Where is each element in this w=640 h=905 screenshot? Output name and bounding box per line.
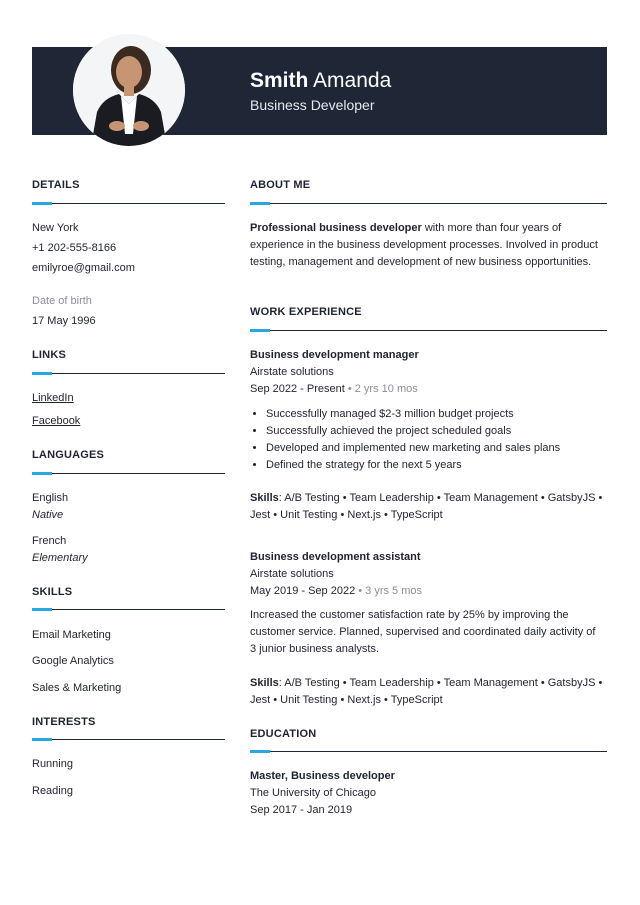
about-heading: ABOUT ME [250, 179, 311, 191]
details-rule [32, 203, 225, 204]
education-accent [250, 750, 270, 753]
job-dates [250, 585, 422, 597]
dob-label: Date of birth [32, 295, 92, 307]
link-linkedin[interactable]: LinkedIn [32, 392, 74, 404]
languages-accent [32, 472, 52, 475]
job-company: Airstate solutions [250, 568, 334, 580]
interests-rule [32, 739, 225, 740]
education-dates: Sep 2017 - Jan 2019 [250, 804, 353, 816]
job-bullet: • Developed and implemented new marketing and sales plans [266, 440, 611, 457]
job-role: Business development assistant [250, 551, 421, 563]
interest-item: Reading [32, 785, 73, 797]
job-bullet: • Successfully achieved the project scheduled goals [266, 423, 611, 440]
job-description: Increased the customer satisfaction rate by 25% by improving the customer service. Planned, supervised and coordinated daily activity of 3 junior business analysts. [250, 609, 596, 655]
details-heading: DETAILS [32, 179, 80, 191]
work-heading: WORK EXPERIENCE [250, 306, 362, 318]
language-level: Elementary [32, 552, 88, 564]
about-rest: with more than four years of experience in the business development processes. Involved in product testing, management and development of new business opportunities. [250, 222, 598, 268]
candidate-name [250, 69, 391, 93]
skills-label: Skills [250, 677, 279, 689]
skills-list: : A/B Testing • Team Leadership • Team Management • GatsbyJS • Jest • Unit Testing • Next.js • TypeScript [250, 492, 603, 521]
interests-accent [32, 738, 52, 741]
detail-email: emilyroe@gmail.com [32, 262, 135, 274]
job-company: Airstate solutions [250, 366, 334, 378]
links-rule [32, 373, 225, 374]
dob-value: 17 May 1996 [32, 315, 96, 327]
about-rule [250, 203, 607, 204]
job-skills [250, 490, 608, 524]
education-rule [250, 751, 607, 752]
skills-label: Skills [250, 492, 279, 504]
skills-list: : A/B Testing • Team Leadership • Team Management • GatsbyJS • Jest • Unit Testing • Next.js • TypeScript [250, 677, 603, 706]
job-duration: • 3 yrs 5 mos [355, 585, 422, 597]
skills-heading: SKILLS [32, 586, 73, 598]
link-facebook[interactable]: Facebook [32, 415, 81, 427]
skill-item: Google Analytics [32, 655, 114, 667]
about-accent [250, 202, 270, 205]
first-name: Smith [250, 69, 309, 92]
interests-heading: INTERESTS [32, 716, 96, 728]
about-lead: Professional business developer [250, 222, 422, 234]
job-dates [250, 383, 418, 395]
work-accent [250, 329, 270, 332]
skills-rule [32, 609, 225, 610]
skills-accent [32, 608, 52, 611]
skill-item: Sales & Marketing [32, 682, 122, 694]
job-bullet: • Defined the strategy for the next 5 years [266, 457, 611, 474]
language-level: Native [32, 509, 64, 521]
education-school: The University of Chicago [250, 787, 376, 799]
avatar [73, 34, 185, 146]
about-text [250, 220, 600, 271]
job-role: Business development manager [250, 349, 419, 361]
skill-item: Email Marketing [32, 629, 111, 641]
links-accent [32, 372, 52, 375]
detail-city: New York [32, 222, 79, 234]
language-name: English [32, 492, 69, 504]
work-rule [250, 330, 607, 331]
languages-heading: LANGUAGES [32, 449, 105, 461]
job-date-range: May 2019 - Sep 2022 [250, 585, 356, 597]
last-name: Amanda [313, 69, 392, 92]
details-accent [32, 202, 52, 205]
interest-item: Running [32, 758, 73, 770]
links-heading: LINKS [32, 349, 66, 361]
job-skills [250, 675, 608, 709]
education-degree: Master, Business developer [250, 770, 395, 782]
job-bullet: • Successfully managed $2-3 million budget projects [266, 406, 611, 423]
job-date-range: Sep 2022 - Present [250, 383, 345, 395]
education-heading: EDUCATION [250, 728, 317, 740]
languages-rule [32, 473, 225, 474]
detail-phone: +1 202-555-8166 [32, 242, 117, 254]
job-duration: • 2 yrs 10 mos [344, 383, 418, 395]
job-bullets [250, 406, 611, 474]
profile-photo [73, 34, 185, 146]
language-name: French [32, 535, 67, 547]
job-title: Business Developer [250, 97, 375, 113]
